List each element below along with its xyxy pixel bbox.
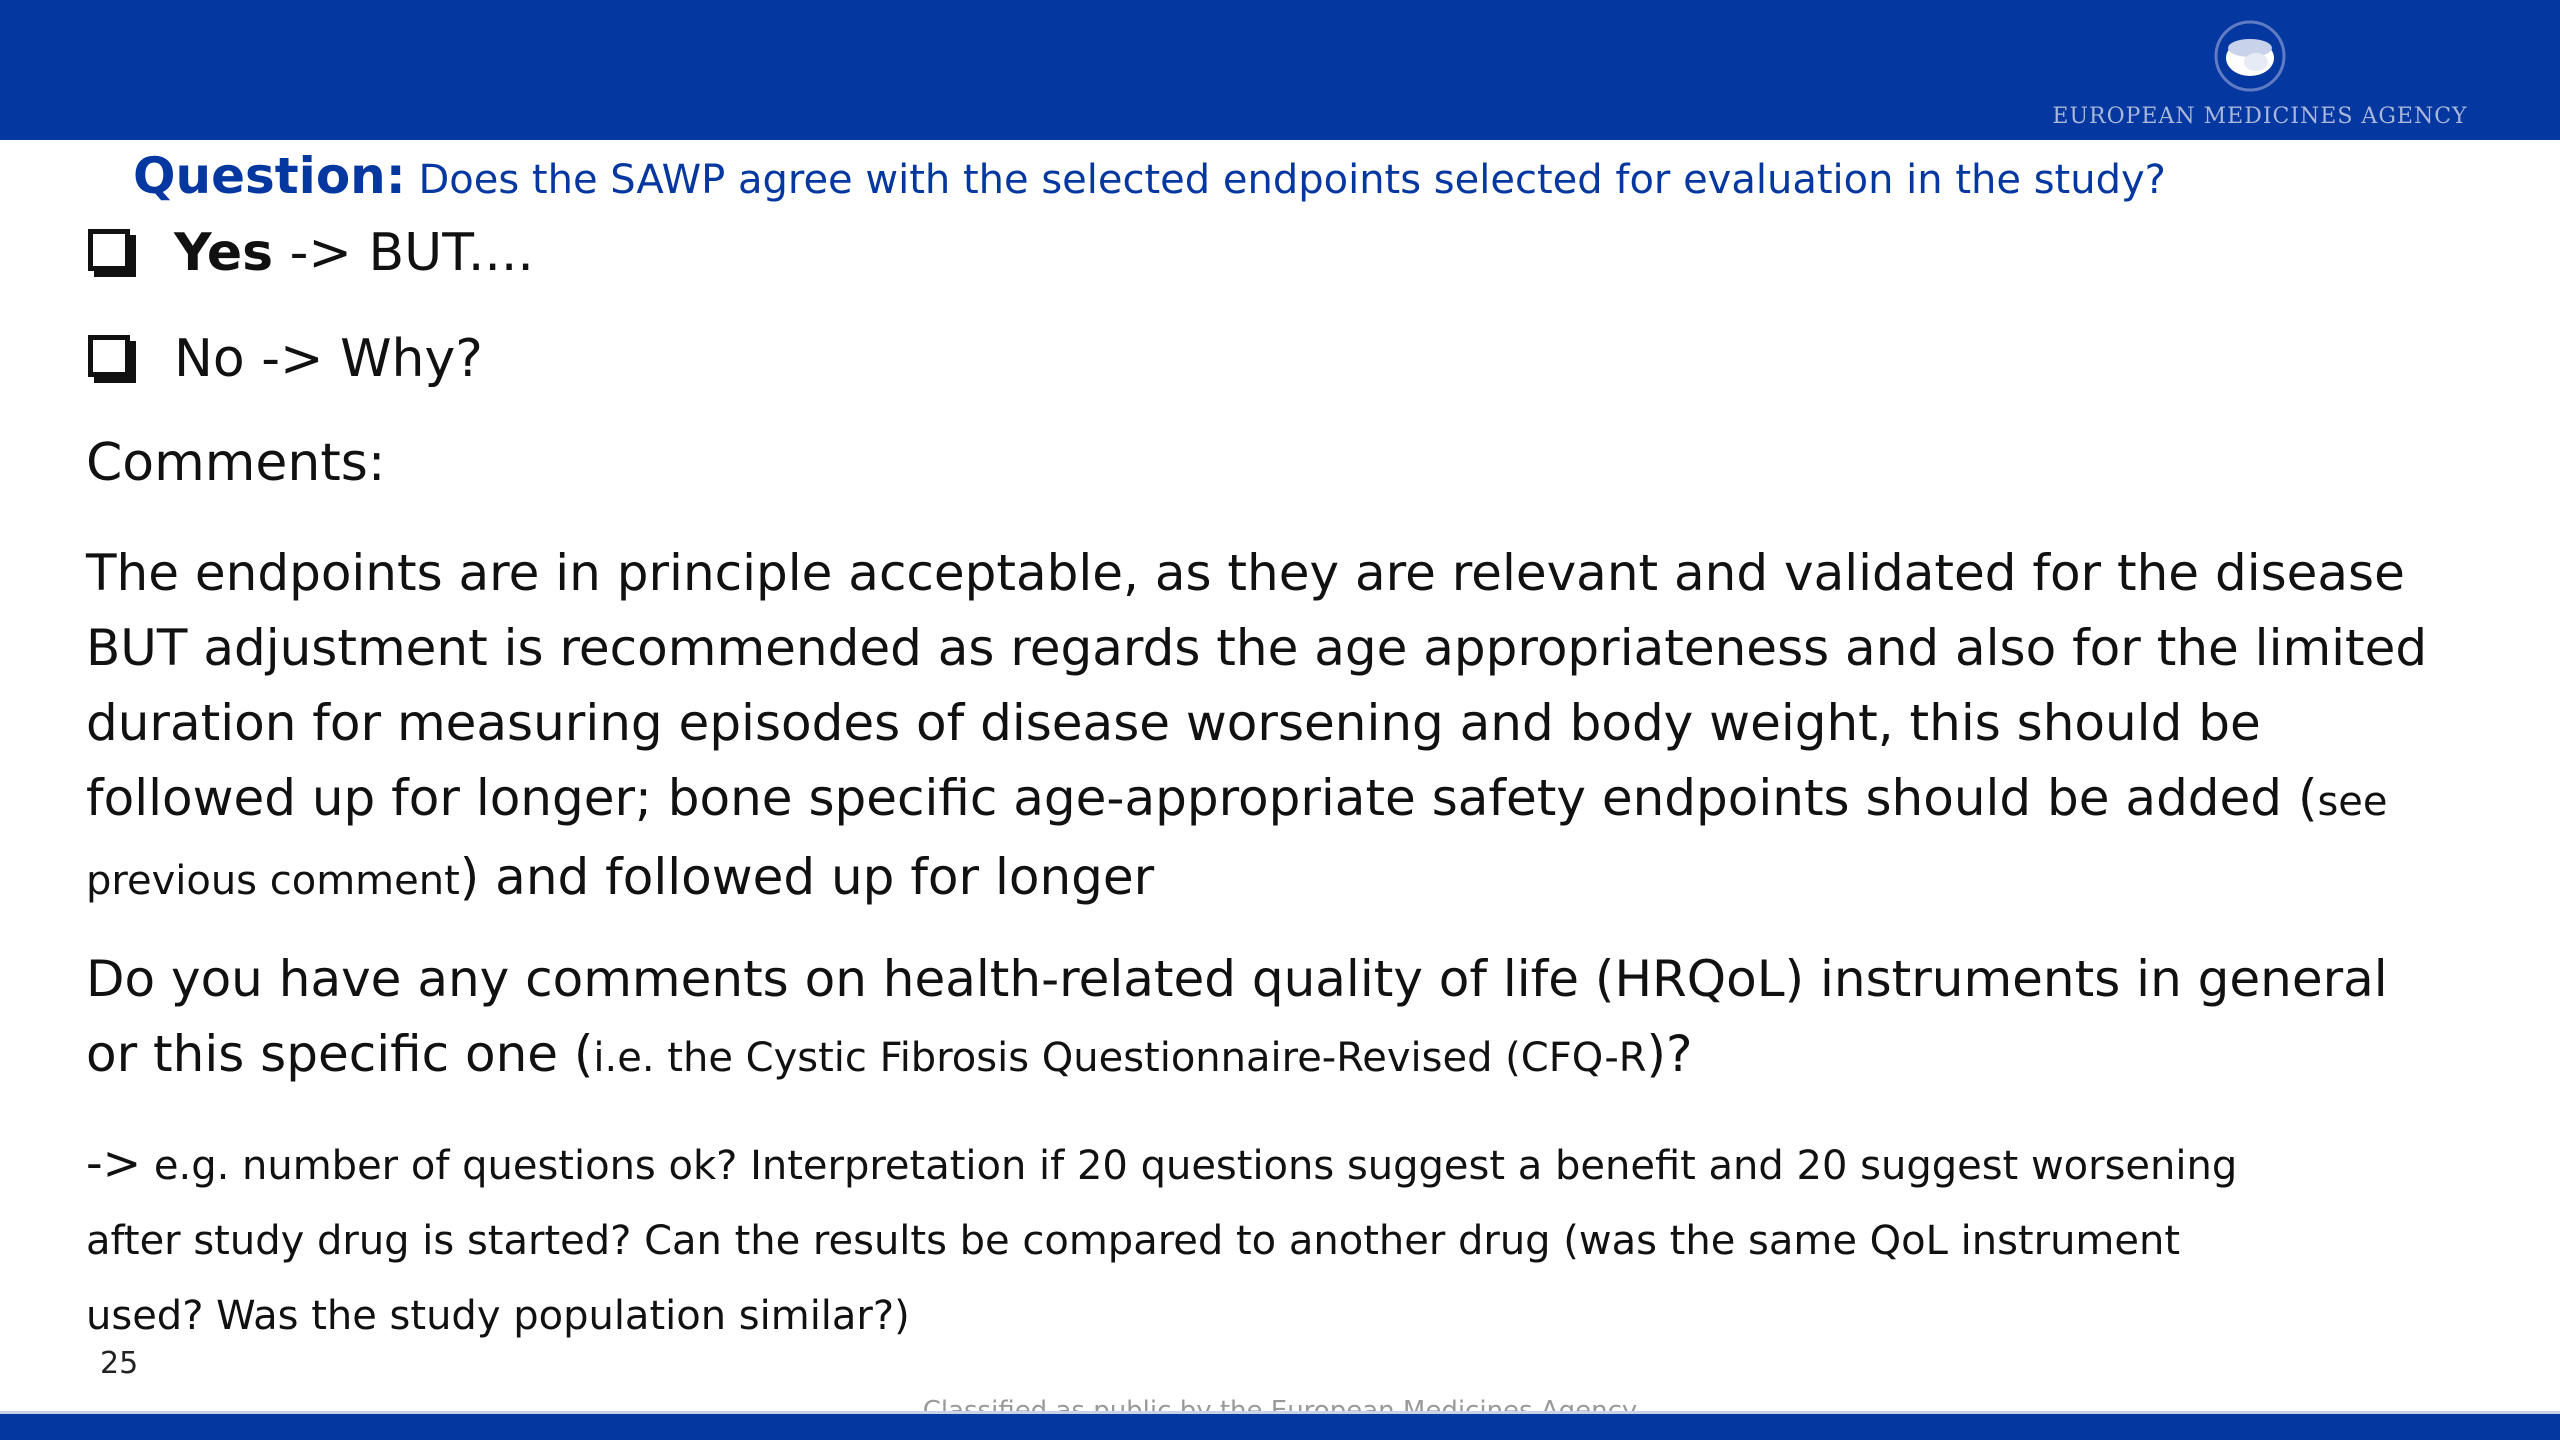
option-no[interactable] [88,324,483,394]
hrqol-line [86,1017,2486,1096]
page-number: 25 [100,1346,139,1381]
logo-text: EUROPEAN MEDICINES AGENCY [2052,104,2468,129]
hrqol-line: Do you have any comments on health-related quality of life (HRQoL) instruments in general [86,950,2388,1008]
option-no-label: No -> Why? [174,329,483,389]
question-label: Question: [133,147,406,205]
hrqol-line-text: or this specific one ( [86,1025,594,1083]
comment-line [86,840,2486,919]
arrow-icon: -> [86,1136,142,1190]
ema-emblem-icon [2210,18,2290,98]
question [133,146,2513,210]
comment-paragraph [86,536,2486,919]
comment-line-text: ) and followed up for longer [459,848,1155,906]
comment-line: BUT adjustment is recommended as regards the age appropriateness and also for the limited [86,619,2428,677]
arrow-line [86,1126,2526,1204]
arrow-line-text: e.g. number of questions ok? Interpretation if 20 questions suggest a benefit and 20 suggest worsening [141,1143,2238,1189]
header-band [0,0,2560,140]
hrqol-line-end: )? [1646,1025,1693,1083]
comment-line-small: previous comment [86,858,460,904]
question-text: Does the SAWP agree with the selected endpoints selected for evaluation in the study? [418,157,2166,203]
comment-line-small: see [2317,779,2388,825]
checkbox-icon[interactable] [88,229,130,271]
hrqol-line-small: i.e. the Cystic Fibrosis Questionnaire-Revised (CFQ-R [593,1035,1647,1081]
ema-logo [2050,18,2470,136]
comments-label: Comments: [86,433,386,493]
arrow-line: used? Was the study population similar?) [86,1293,910,1339]
arrow-paragraph [86,1126,2526,1354]
comment-line-text: followed up for longer; bone specific age-appropriate safety endpoints should be added ( [86,769,2318,827]
option-yes-suffix: -> BUT.... [273,223,534,283]
option-yes-label: Yes [174,223,274,283]
hrqol-paragraph [86,942,2486,1096]
arrow-line: after study drug is started? Can the results be compared to another drug (was the same QoL instrument [86,1218,2181,1264]
checkbox-icon[interactable] [88,335,130,377]
comment-line: The endpoints are in principle acceptable, as they are relevant and validated for the disease [86,544,2405,602]
comment-line [86,761,2486,840]
footer-band [0,1414,2560,1440]
comment-line: duration for measuring episodes of disease worsening and body weight, this should be [86,694,2261,752]
option-yes[interactable] [88,218,534,288]
